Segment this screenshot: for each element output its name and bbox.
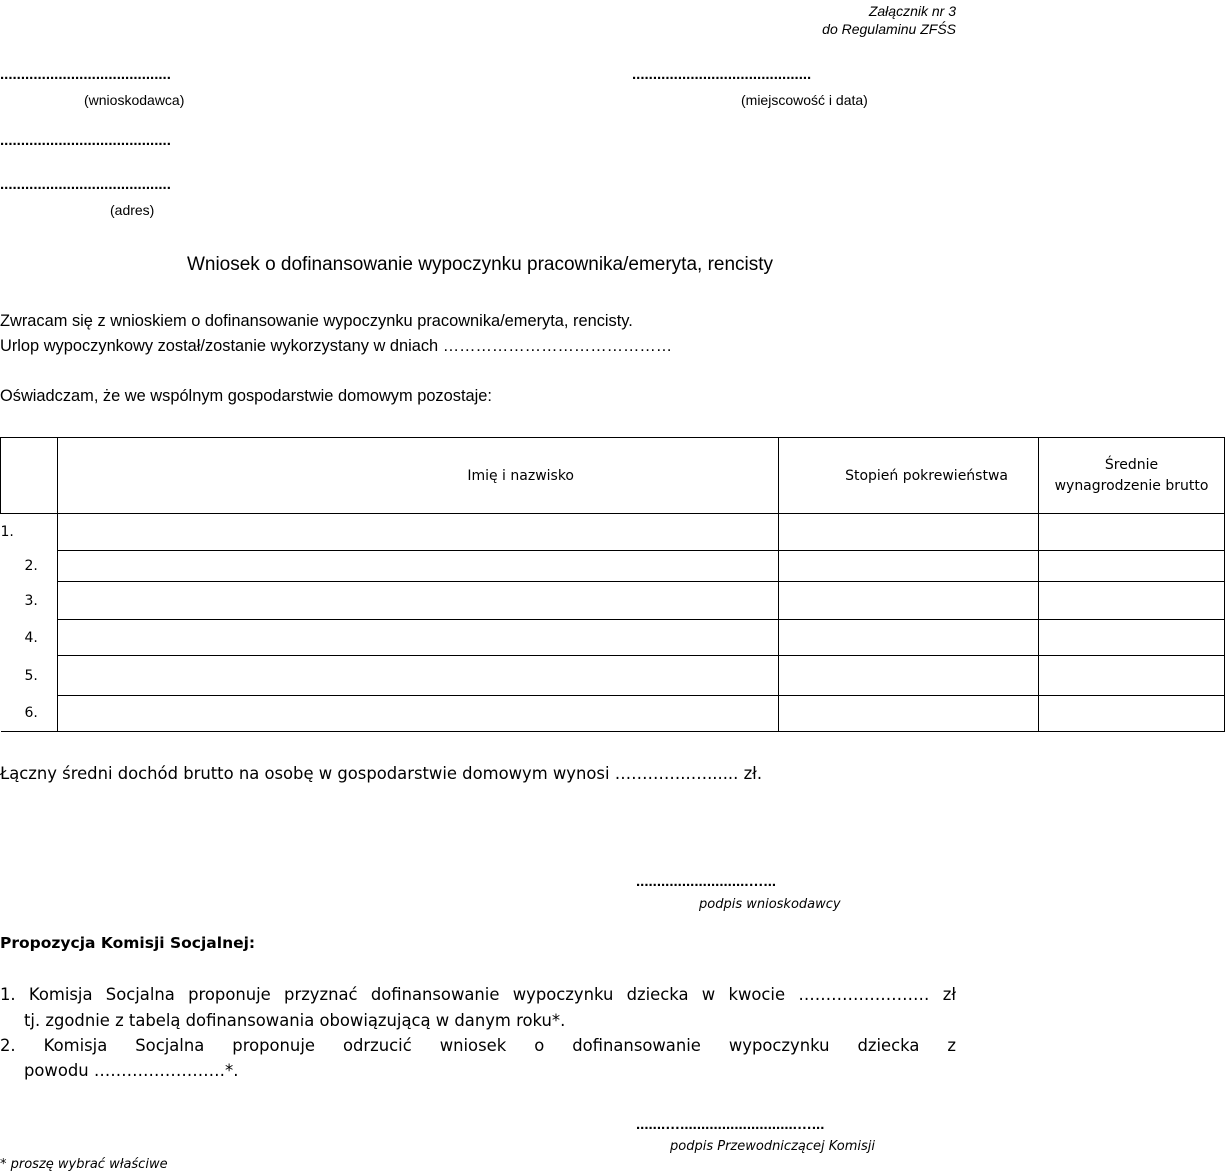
commission-item-1-continued: tj. zgodnie z tabelą dofinansowania obowiązującą w danym roku*.	[24, 1011, 566, 1030]
household-statement: Oświadczam, że we wspólnym gospodarstwie domowym pozostaje:	[0, 387, 492, 405]
table-row	[1, 656, 1225, 696]
relation-cell[interactable]	[779, 514, 1039, 551]
col-number-header	[1, 438, 58, 514]
salary-cell[interactable]	[1039, 696, 1225, 732]
salary-cell[interactable]	[1039, 582, 1225, 620]
place-date-dots: ...........................................	[632, 66, 812, 83]
address-dots-2: .........................................	[0, 176, 171, 193]
commission-item-2: 2. Komisja Socjalna proponuje odrzucić wniosek o dofinansowanie wypoczynku dziecka z	[0, 1036, 956, 1055]
annex-number: Załącznik nr 3	[868, 3, 956, 19]
relation-cell[interactable]	[779, 656, 1039, 696]
commission-item-2-continued: powodu ……………………*.	[24, 1061, 239, 1080]
relation-cell[interactable]	[779, 620, 1039, 656]
page-title: Wniosek o dofinansowanie wypoczynku pracownika/emeryta, rencisty	[186, 254, 774, 275]
col-name-header: Imię i nazwisko	[58, 438, 779, 514]
name-cell[interactable]	[58, 696, 779, 732]
income-line: Łączny średni dochód brutto na osobę w gospodarstwie domowym wynosi …………..…...... zł.	[0, 764, 763, 783]
commission-item-1: 1. Komisja Socjalna proponuje przyznać dofinansowanie wypoczynku dziecka w kwocie …………………… zł	[0, 985, 956, 1004]
name-cell[interactable]	[58, 620, 779, 656]
table-row	[1, 582, 1225, 620]
commission-heading: Propozycja Komisji Socjalnej:	[0, 934, 256, 952]
row-number: 4.	[1, 620, 58, 656]
row-number: 3.	[1, 582, 58, 620]
row-number: 6.	[1, 696, 58, 732]
relation-cell[interactable]	[779, 582, 1039, 620]
table-row	[1, 551, 1225, 582]
row-number: 2.	[1, 551, 58, 582]
footnote: * proszę wybrać właściwe	[0, 1157, 168, 1172]
annex-regulation: do Regulaminu ZFŚS	[822, 21, 956, 37]
row-number: 5.	[1, 656, 58, 696]
chair-signature-dots: .......…............................…...	[636, 1116, 825, 1133]
salary-cell[interactable]	[1039, 514, 1225, 551]
applicant-label: (wnioskodawca)	[84, 92, 185, 108]
row-number: 1.	[1, 514, 58, 551]
table-row	[1, 696, 1225, 732]
vacation-dates-line: Urlop wypoczynkowy został/zostanie wykorzystany w dniach ……………………………………	[0, 337, 673, 355]
address-dots-1: .........................................	[0, 132, 171, 149]
name-cell[interactable]	[58, 551, 779, 582]
relation-cell[interactable]	[779, 551, 1039, 582]
table-row	[1, 514, 1225, 551]
col-relation-header: Stopień pokrewieństwa	[779, 438, 1039, 514]
name-cell[interactable]	[58, 582, 779, 620]
salary-cell[interactable]	[1039, 656, 1225, 696]
chair-signature-label: podpis Przewodniczącej Komisji	[670, 1139, 876, 1154]
name-cell[interactable]	[58, 514, 779, 551]
col-salary-header: Średnie wynagrodzenie brutto	[1039, 438, 1225, 514]
table-row	[1, 620, 1225, 656]
relation-cell[interactable]	[779, 696, 1039, 732]
table-header-row	[1, 438, 1225, 514]
salary-cell[interactable]	[1039, 620, 1225, 656]
applicant-signature-dots: ...........................…...	[636, 873, 777, 890]
place-date-label: (miejscowość i data)	[741, 92, 868, 108]
salary-cell[interactable]	[1039, 551, 1225, 582]
applicant-signature-label: podpis wnioskodawcy	[699, 897, 841, 912]
name-cell[interactable]	[58, 656, 779, 696]
address-label: (adres)	[110, 202, 155, 218]
applicant-dots: .........................................	[0, 66, 171, 83]
household-table	[0, 437, 1225, 732]
request-line: Zwracam się z wnioskiem o dofinansowanie wypoczynku pracownika/emeryta, rencisty.	[0, 312, 633, 330]
